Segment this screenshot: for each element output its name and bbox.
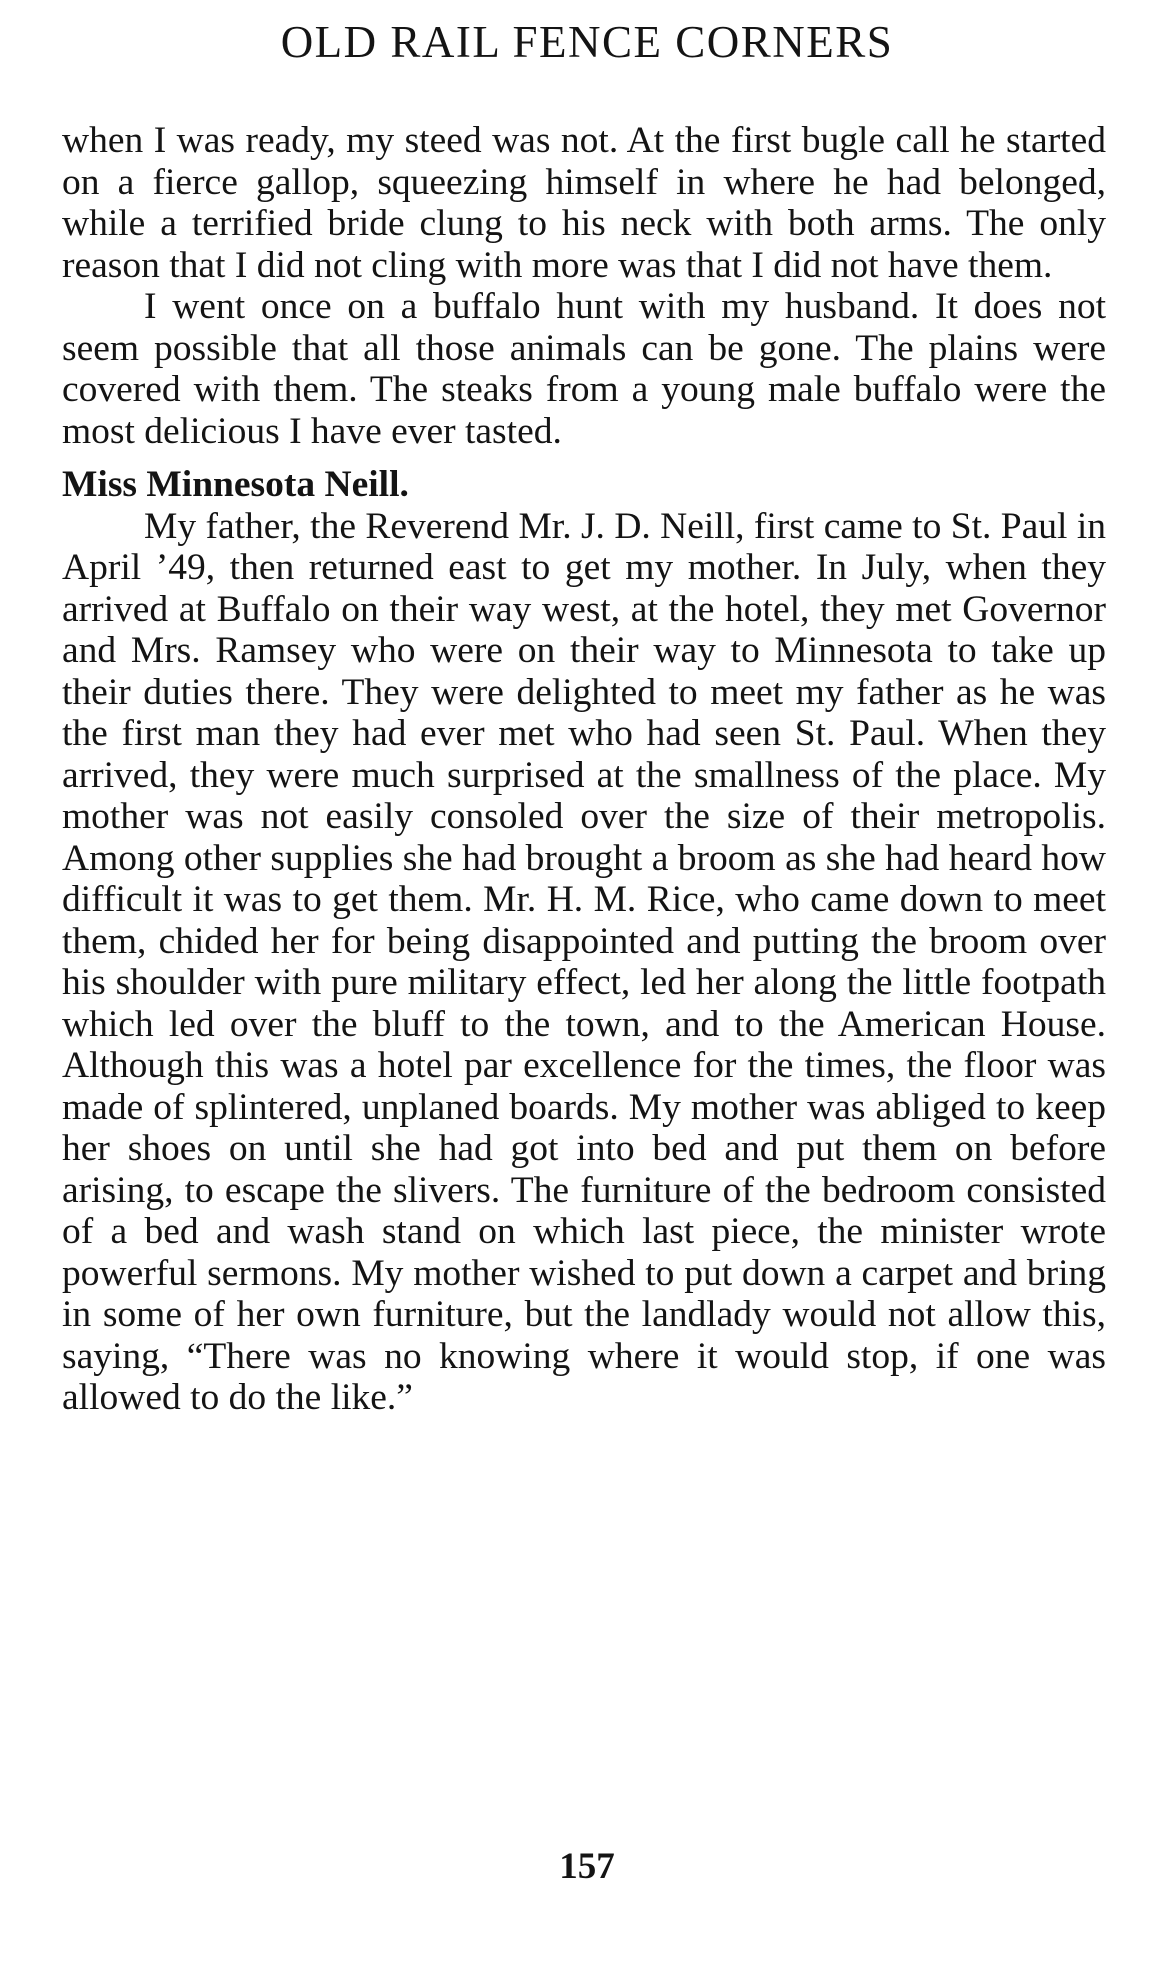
paragraph-buffalo-hunt: I went once on a buffalo hunt with my husband. It does not seem possible that all those animals can be gone. The plains were covered with them. The steaks from a young male buffalo were the most delicious I have ever tasted. xyxy=(62,286,1106,452)
paragraph-continued: when I was ready, my steed was not. At the first bugle call he started on a fierce gallop, squeezing himself in where he had belonged, while a terrified bride clung to his neck with both arms. The only reason that I did not cling with more was that I did not have them. xyxy=(62,120,1106,286)
running-head: OLD RAIL FENCE CORNERS xyxy=(280,17,894,67)
body-text xyxy=(62,120,1106,1419)
paragraph-neill-account: My father, the Reverend Mr. J. D. Neill, first came to St. Paul in April ’49, then returned east to get my mother. In July, when they arrived at Buffalo on their way west, at the hotel, they met Governor and Mrs. Ramsey who were on their way to Minnesota to take up their duties there. They were delighted to meet my father as he was the first man they had ever met who had seen St. Paul. When they arrived, they were much surprised at the smallness of the place. My mother was not easily consoled over the size of their metropolis. Among other supplies she had brought a broom as she had heard how difficult it was to get them. Mr. H. M. Rice, who came down to meet them, chided her for being disappointed and putting the broom over his shoulder with pure military effect, led her along the little footpath which led over the bluff to the town, and to the American House. Although this was a hotel par excellence for the times, the floor was made of splintered, unplaned boards. My mother was abliged to keep her shoes on until she had got into bed and put them on before arising, to escape the slivers. The furniture of the bedroom consisted of a bed and wash stand on which last piece, the minister wrote powerful sermons. My mother wished to put down a carpet and bring in some of her own furniture, but the landlady would not allow this, saying, “There was no knowing where it would stop, if one was allowed to do the like.” xyxy=(62,505,1106,1418)
page-number: 157 xyxy=(559,1846,615,1887)
section-heading: Miss Minnesota Neill. xyxy=(62,464,409,505)
